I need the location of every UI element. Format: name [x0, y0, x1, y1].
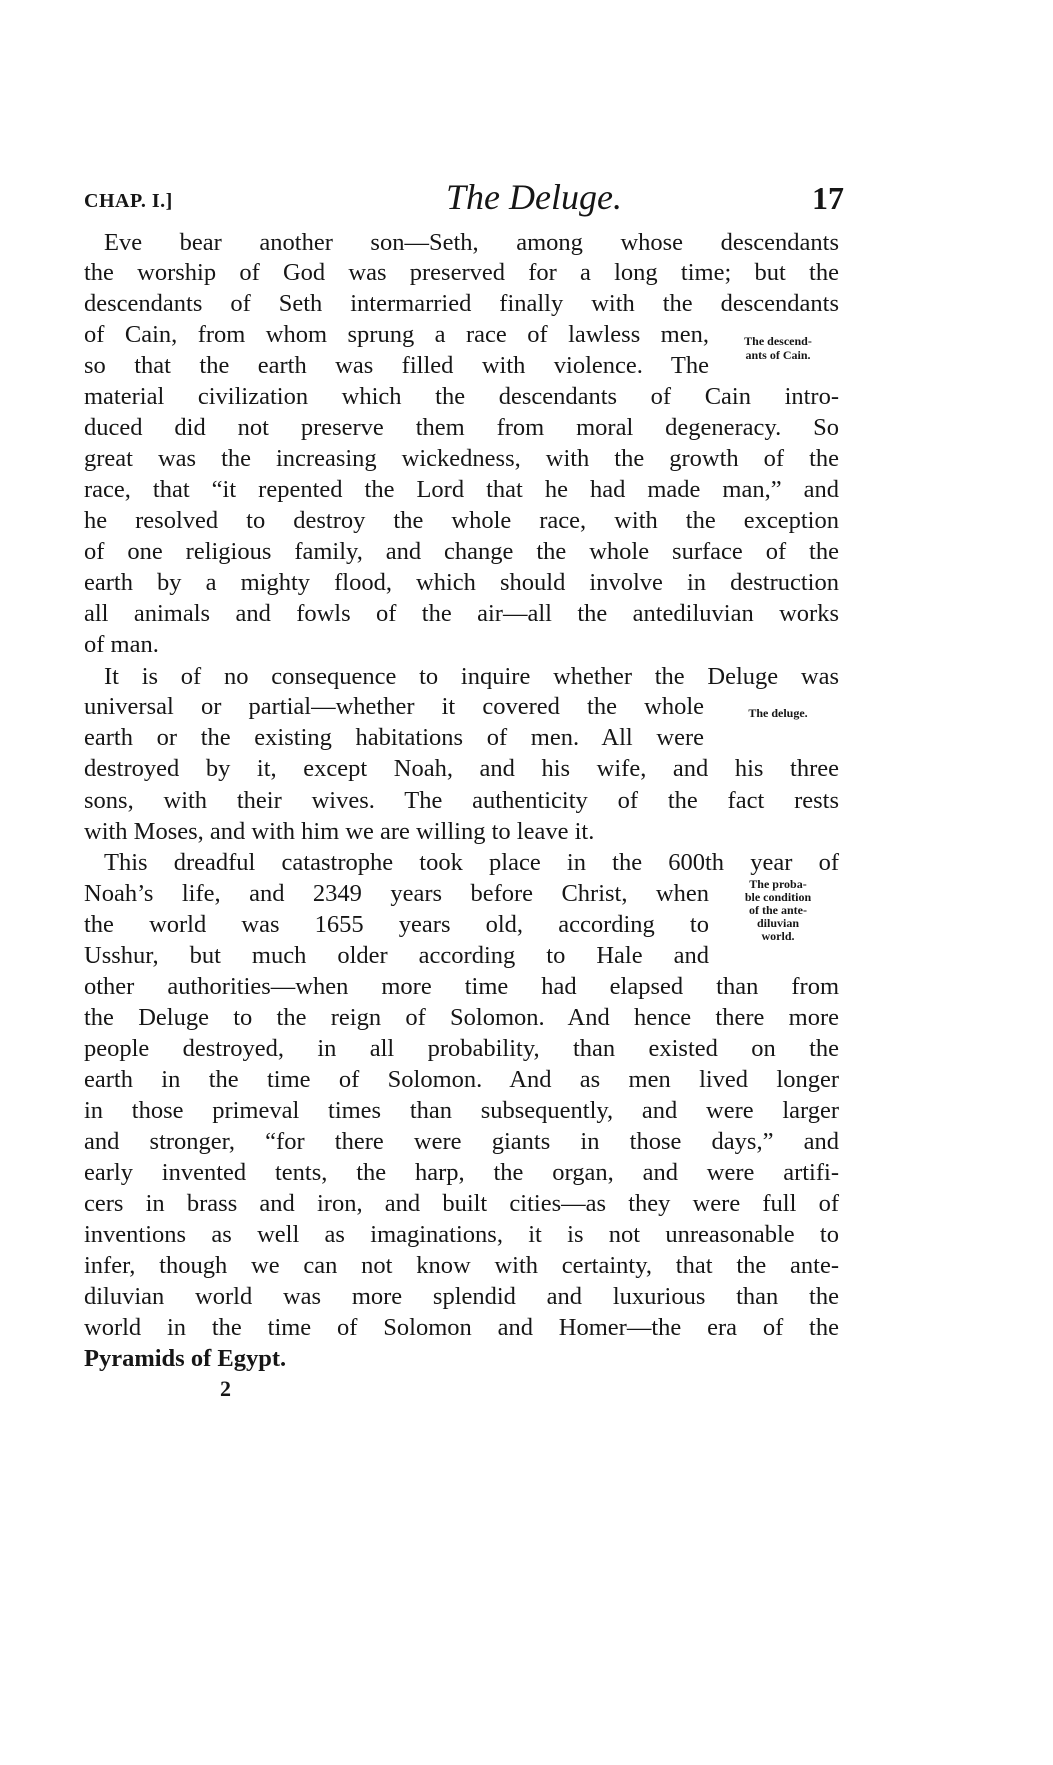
- text-line: inventions as well as imaginations, it is not unreasonable to: [84, 1221, 839, 1248]
- text-line: earth by a mighty flood, which should involve in destruction: [84, 569, 839, 596]
- text-line: other authorities—when more time had elapsed than from: [84, 973, 839, 1000]
- page-header: [0, 168, 1053, 218]
- chapter-label: CHAP. I.]: [84, 190, 173, 212]
- text-line: It is of no consequence to inquire whether the Deluge was: [104, 663, 839, 690]
- text-line: Pyramids of Egypt.: [84, 1345, 287, 1372]
- text-line: cers in brass and iron, and built cities—as they were full of: [84, 1190, 839, 1217]
- text-line: descendants of Seth intermarried finally with the descendants: [84, 290, 839, 317]
- text-line: sons, with their wives. The authenticity of the fact rests: [84, 787, 839, 814]
- text-line: with Moses, and with him we are willing to leave it.: [84, 818, 595, 845]
- text-line: the world was 1655 years old, according to: [84, 911, 709, 938]
- text-line: he resolved to destroy the whole race, with the exception: [84, 507, 839, 534]
- text-line: universal or partial—whether it covered the whole: [84, 693, 704, 720]
- text-line: the Deluge to the reign of Solomon. And hence there more: [84, 1004, 839, 1031]
- text-line: infer, though we can not know with certainty, that the ante-: [84, 1252, 839, 1279]
- text-line: world in the time of Solomon and Homer—the era of the: [84, 1314, 839, 1341]
- sidenote-the-deluge: The deluge.: [748, 706, 808, 720]
- text-line: material civilization which the descendants of Cain intro-: [84, 383, 839, 410]
- text-line: of Cain, from whom sprung a race of lawless men,: [84, 321, 709, 348]
- text-line: earth or the existing habitations of men. All were: [84, 724, 704, 751]
- text-line: and stronger, “for there were giants in those days,” and: [84, 1128, 839, 1155]
- text-line: the worship of God was preserved for a long time; but the: [84, 259, 839, 286]
- text-line: Eve bear another son—Seth, among whose descendants: [104, 229, 839, 256]
- text-line: duced did not preserve them from moral degeneracy. So: [84, 414, 839, 441]
- text-line: people destroyed, in all probability, than existed on the: [84, 1035, 839, 1062]
- text-line: great was the increasing wickedness, with the growth of the: [84, 445, 839, 472]
- text-line: race, that “it repented the Lord that he had made man,” and: [84, 476, 839, 503]
- text-line: of one religious family, and change the whole surface of the: [84, 538, 839, 565]
- text-line: Usshur, but much older according to Hale and: [84, 942, 709, 969]
- text-line: earth in the time of Solomon. And as men lived longer: [84, 1066, 839, 1093]
- text-line: diluvian world was more splendid and luxurious than the: [84, 1283, 839, 1310]
- text-line: early invented tents, the harp, the organ, and were artifi-: [84, 1159, 839, 1186]
- text-line: all animals and fowls of the air—all the antediluvian works: [84, 600, 839, 627]
- text-line: destroyed by it, except Noah, and his wife, and his three: [84, 755, 839, 782]
- signature-mark: 2: [220, 1376, 231, 1401]
- text-line: This dreadful catastrophe took place in the 600th year of: [104, 849, 839, 876]
- sidenote-probable-condition: The proba- ble condition of the ante- diluvian world.: [744, 877, 812, 943]
- text-line: Noah’s life, and 2349 years before Christ, when: [84, 880, 709, 907]
- text-line: in those primeval times than subsequently, and were larger: [84, 1097, 839, 1124]
- text-line: of man.: [84, 631, 159, 658]
- running-title: The Deluge.: [446, 177, 622, 217]
- sidenote-descendants-of-cain: The descend- ants of Cain.: [744, 334, 812, 362]
- text-line: so that the earth was filled with violence. The: [84, 352, 709, 379]
- page-number: 17: [812, 180, 844, 216]
